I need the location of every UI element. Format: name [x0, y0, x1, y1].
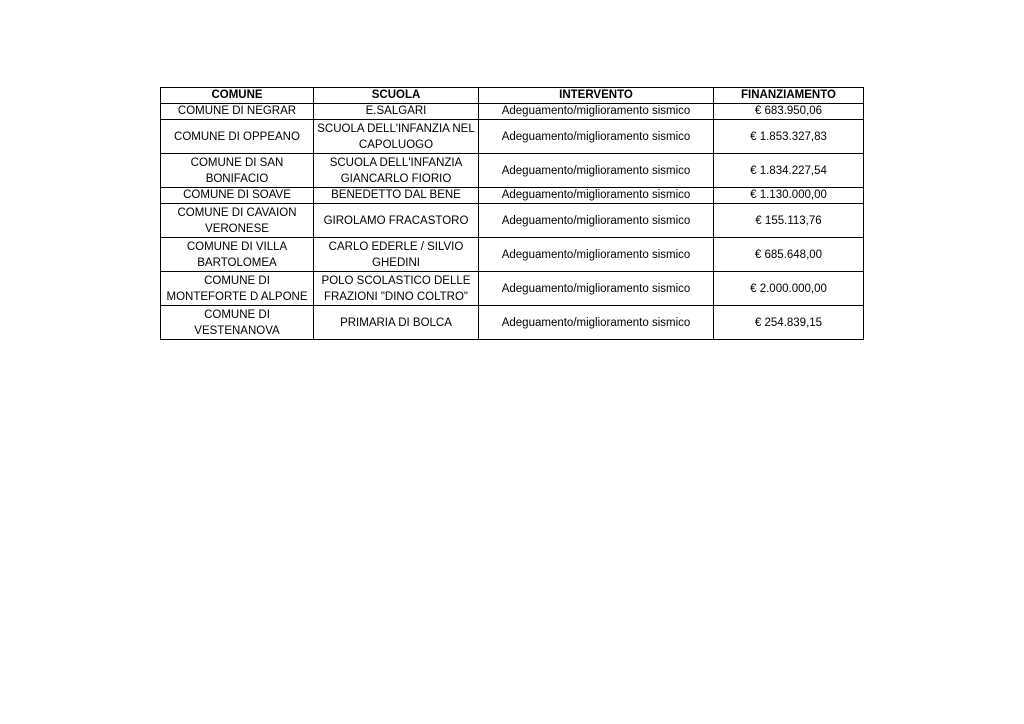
- cell-comune: COMUNE DI SAN BONIFACIO: [161, 154, 314, 188]
- cell-intervento: Adeguamento/miglioramento sismico: [479, 306, 714, 340]
- table-row: [161, 154, 864, 188]
- cell-intervento: Adeguamento/miglioramento sismico: [479, 204, 714, 238]
- header-comune: COMUNE: [161, 88, 314, 104]
- cell-intervento: Adeguamento/miglioramento sismico: [479, 188, 714, 204]
- funding-table: [160, 87, 864, 340]
- cell-scuola: E.SALGARI: [314, 104, 479, 120]
- table-row: [161, 120, 864, 154]
- cell-finanziamento: € 1.853.327,83: [714, 120, 864, 154]
- cell-intervento: Adeguamento/miglioramento sismico: [479, 272, 714, 306]
- cell-scuola: GIROLAMO FRACASTORO: [314, 204, 479, 238]
- cell-finanziamento: € 1.130.000,00: [714, 188, 864, 204]
- table-row: [161, 188, 864, 204]
- cell-intervento: Adeguamento/miglioramento sismico: [479, 238, 714, 272]
- cell-scuola: SCUOLA DELL'INFANZIA GIANCARLO FIORIO: [314, 154, 479, 188]
- table-row: [161, 104, 864, 120]
- cell-comune: COMUNE DI MONTEFORTE D ALPONE: [161, 272, 314, 306]
- table-header-row: [161, 88, 864, 104]
- table-row: [161, 204, 864, 238]
- cell-scuola: SCUOLA DELL'INFANZIA NEL CAPOLUOGO: [314, 120, 479, 154]
- cell-scuola: BENEDETTO DAL BENE: [314, 188, 479, 204]
- cell-intervento: Adeguamento/miglioramento sismico: [479, 120, 714, 154]
- cell-scuola: POLO SCOLASTICO DELLE FRAZIONI "DINO COLTRO": [314, 272, 479, 306]
- header-finanziamento: FINANZIAMENTO: [714, 88, 864, 104]
- cell-intervento: Adeguamento/miglioramento sismico: [479, 154, 714, 188]
- cell-finanziamento: € 683.950,06: [714, 104, 864, 120]
- header-intervento: INTERVENTO: [479, 88, 714, 104]
- cell-finanziamento: € 1.834.227,54: [714, 154, 864, 188]
- cell-finanziamento: € 2.000.000,00: [714, 272, 864, 306]
- cell-comune: COMUNE DI CAVAION VERONESE: [161, 204, 314, 238]
- cell-scuola: CARLO EDERLE / SILVIO GHEDINI: [314, 238, 479, 272]
- table-row: [161, 306, 864, 340]
- cell-comune: COMUNE DI VESTENANOVA: [161, 306, 314, 340]
- cell-intervento: Adeguamento/miglioramento sismico: [479, 104, 714, 120]
- cell-comune: COMUNE DI OPPEANO: [161, 120, 314, 154]
- cell-finanziamento: € 254.839,15: [714, 306, 864, 340]
- cell-scuola: PRIMARIA DI BOLCA: [314, 306, 479, 340]
- header-scuola: SCUOLA: [314, 88, 479, 104]
- cell-comune: COMUNE DI NEGRAR: [161, 104, 314, 120]
- cell-finanziamento: € 155.113,76: [714, 204, 864, 238]
- cell-comune: COMUNE DI VILLA BARTOLOMEA: [161, 238, 314, 272]
- cell-comune: COMUNE DI SOAVE: [161, 188, 314, 204]
- table-row: [161, 272, 864, 306]
- table-row: [161, 238, 864, 272]
- cell-finanziamento: € 685.648,00: [714, 238, 864, 272]
